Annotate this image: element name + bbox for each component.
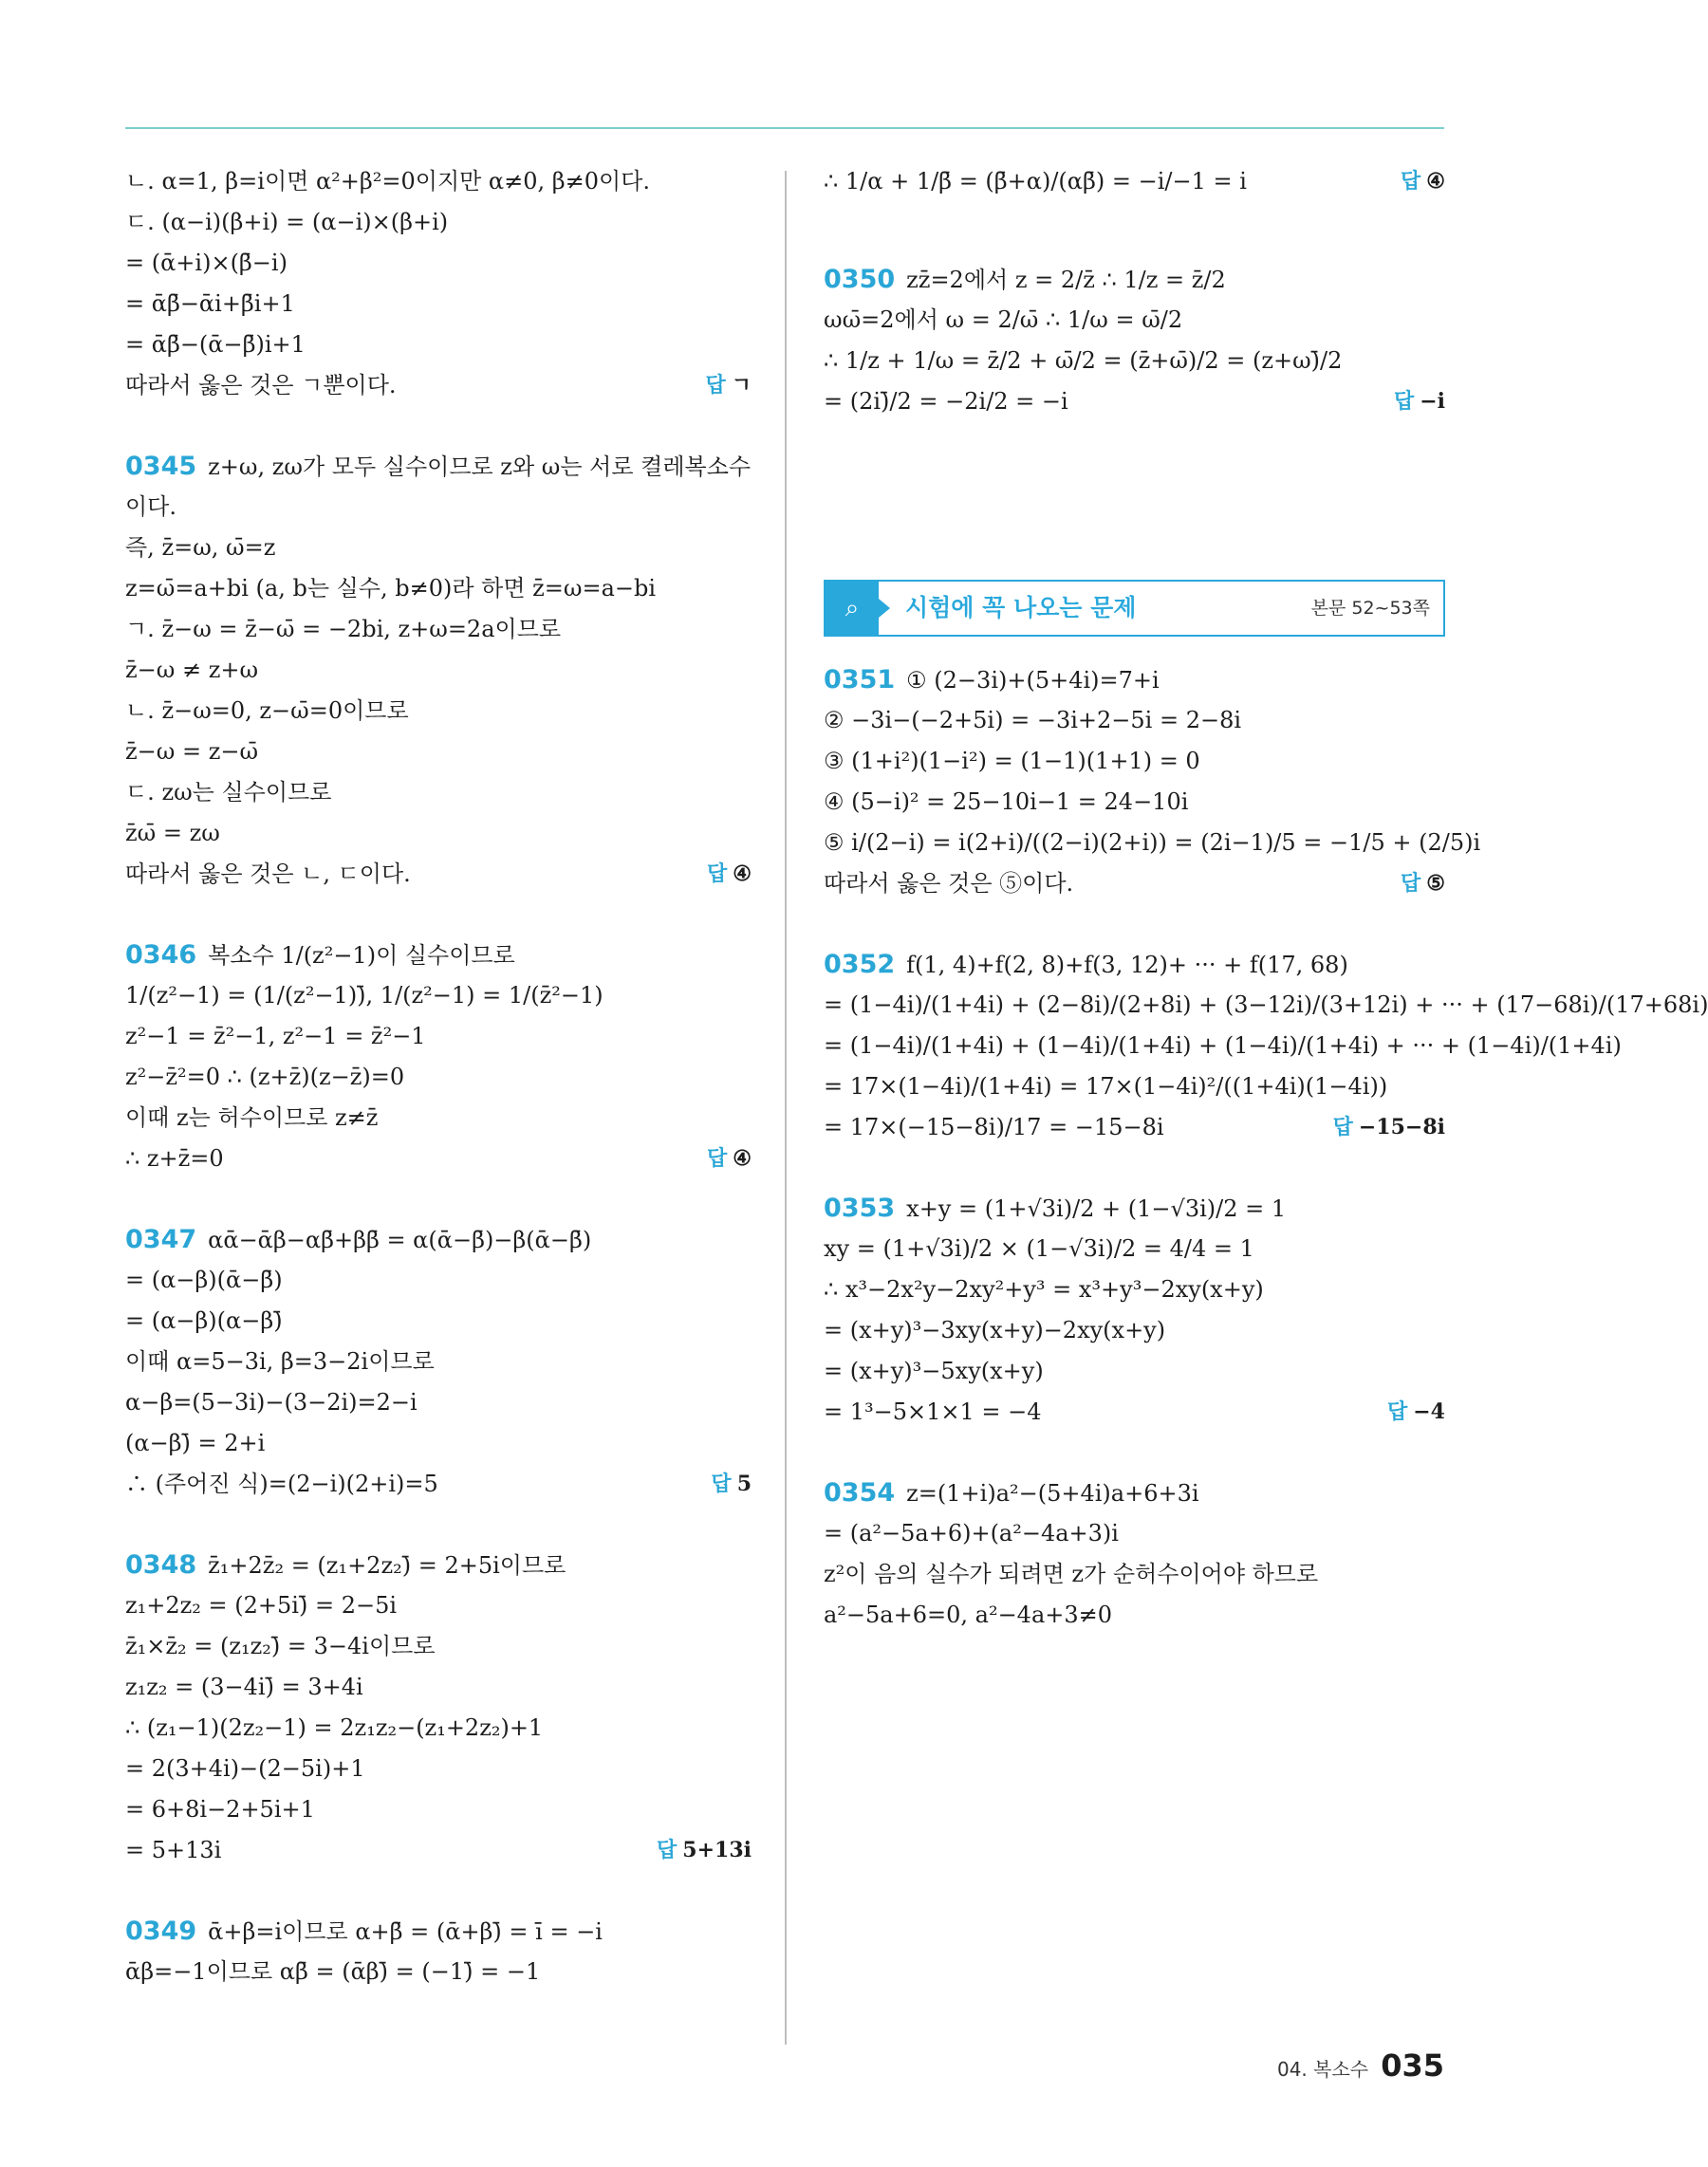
solution-line <box>125 975 752 1016</box>
answer <box>1401 161 1445 202</box>
answer-label: 답 <box>707 862 728 886</box>
spacer <box>824 904 1445 944</box>
answer-value: −i <box>1420 389 1445 414</box>
solution-line <box>824 1472 1445 1513</box>
solution-text: ωω̄=2에서 ω = 2/ω̄ ∴ 1/ω = ω̄/2 <box>824 306 1183 333</box>
solution-line <box>125 1545 752 1585</box>
solution-line <box>824 863 1445 904</box>
solution-text: = (x+y)³−3xy(x+y)−2xy(x+y) <box>824 1317 1166 1343</box>
solution-line <box>824 741 1445 782</box>
solution-line <box>125 1423 752 1464</box>
solution-line <box>125 1749 752 1789</box>
solution-line <box>125 1301 752 1342</box>
solution-text: = (1−4i)/(1+4i) + (2−8i)/(2+8i) + (3−12i)/(3+12i) + ··· + (17−68i)/(17+68i) <box>824 991 1708 1018</box>
section-title: 시험에 꼭 나오는 문제 <box>905 594 1137 621</box>
solution-text: a²−5a+6=0, a²−4a+3≠0 <box>824 1602 1113 1628</box>
section-page-ref: 본문 52~53쪽 <box>1310 598 1430 619</box>
spacer <box>125 895 752 935</box>
solution-line <box>824 1066 1445 1107</box>
solution-text: (α−β)̄ = 2+i <box>125 1430 266 1456</box>
solution-line <box>824 1554 1445 1595</box>
solution-line <box>125 487 752 528</box>
solution-text: = 17×(−15−8i)/17 = −15−8i <box>824 1114 1164 1140</box>
solution-text: z₁z₂ = (3−4i)̄ = 3+4i <box>125 1674 363 1700</box>
page-number: 035 <box>1381 2047 1444 2084</box>
solution-text: 즉, z̄=ω, ω̄=z <box>125 534 276 561</box>
solution-text: z=(1+i)a²−(5+4i)a+6+3i <box>906 1480 1199 1507</box>
solution-line <box>824 1269 1445 1310</box>
solution-text: z²−z̄²=0 ∴ (z+z̄)(z−z̄)=0 <box>125 1064 405 1090</box>
solution-line <box>125 1016 752 1057</box>
solution-text: ∴ (z₁−1)(2z₂−1) = 2z₁z₂−(z₁+2z₂)+1 <box>125 1714 544 1741</box>
answer <box>1333 1107 1445 1148</box>
solution-text: z₁+2z₂ = (2+5i)̄ = 2−5i <box>125 1592 398 1619</box>
solution-text: z+ω, zω가 모두 실수이므로 z와 ω는 서로 켤레복소수 <box>208 454 752 480</box>
solution-line <box>125 528 752 568</box>
solution-line <box>125 650 752 691</box>
answer-label: 답 <box>1386 1400 1408 1424</box>
left-column <box>125 161 752 1992</box>
right-column <box>824 161 1708 1636</box>
solution-line <box>824 300 1445 341</box>
solution-text: 1/(z²−1) = (1/(z²−1))̄, 1/(z²−1) = 1/(z̄²−1) <box>125 982 603 1009</box>
solution-line <box>824 1229 1445 1269</box>
solution-text: ② −3i−(−2+5i) = −3i+2−5i = 2−8i <box>824 707 1242 733</box>
solution-text: 따라서 옳은 것은 ㄴ, ㄷ이다. <box>125 861 411 887</box>
problem-number: 0346 <box>125 940 197 970</box>
solution-text: ∴ z+z̄=0 <box>125 1145 224 1172</box>
solution-text: = ᾱβ̄−(ᾱ−β̄)i+1 <box>125 331 306 358</box>
column-divider <box>785 171 787 2045</box>
solution-line <box>125 324 752 365</box>
solution-text: ③ (1+i²)(1−i²) = (1−1)(1+1) = 0 <box>824 748 1200 774</box>
answer <box>705 365 752 406</box>
solution-line <box>125 1911 752 1952</box>
solution-text: ᾱβ=−1이므로 αβ̄ = (ᾱβ)̄ = (−1)̄ = −1 <box>125 1958 541 1985</box>
spacer <box>824 1148 1445 1188</box>
solution-line <box>824 161 1445 202</box>
solution-text: = (x+y)³−5xy(x+y) <box>824 1358 1044 1384</box>
answer-label: 답 <box>1393 390 1415 414</box>
solution-text: ㄴ. α=1, β=i이면 α²+β²=0이지만 α≠0, β≠0이다. <box>125 168 651 194</box>
solution-line <box>824 1595 1445 1636</box>
solution-text: = ᾱβ̄−ᾱi+β̄i+1 <box>125 290 295 317</box>
solution-text: = (ᾱ+i)×(β̄−i) <box>125 250 288 276</box>
solution-text: = (2i)̄/2 = −2i/2 = −i <box>824 388 1068 415</box>
solution-text: ㄷ. zω는 실수이므로 <box>125 779 332 806</box>
answer-value: ⑤ <box>1426 871 1445 896</box>
solution-line <box>125 568 752 609</box>
solution-line <box>125 1139 752 1179</box>
problem-number: 0351 <box>824 665 896 695</box>
blank-space <box>824 422 1445 574</box>
problem-number: 0354 <box>824 1478 896 1508</box>
solution-text: x+y = (1+√3i)/2 + (1−√3i)/2 = 1 <box>906 1195 1287 1222</box>
solution-line <box>125 1057 752 1098</box>
solution-line <box>125 772 752 813</box>
solution-text: ① (2−3i)+(5+4i)=7+i <box>906 667 1160 694</box>
top-rule <box>125 127 1444 129</box>
solution-line <box>824 341 1445 381</box>
spacer <box>125 406 752 446</box>
solution-text: = 5+13i <box>125 1837 222 1863</box>
solution-line <box>824 985 1708 1026</box>
solution-text: 따라서 옳은 것은 ㄱ뿐이다. <box>125 372 397 398</box>
solution-text: ∴ 1/α + 1/β̄ = (β̄+α)/(αβ̄) = −i/−1 = i <box>824 168 1247 194</box>
solution-line <box>125 365 752 406</box>
solution-line <box>125 1260 752 1301</box>
solution-line <box>824 823 1481 863</box>
solution-text: ∴ x³−2x²y−2xy²+y³ = x³+y³−2xy(x+y) <box>824 1276 1264 1303</box>
book-icon: ⌕ <box>826 582 879 635</box>
solution-line <box>125 935 752 975</box>
answer-value: −4 <box>1413 1399 1445 1424</box>
solution-line <box>824 1351 1445 1392</box>
solution-text: z̄−ω ≠ z+ω <box>125 657 259 683</box>
answer-value: 5+13i <box>682 1838 752 1862</box>
solution-text: ㄱ. z̄−ω = z̄−ω̄ = −2bi, z+ω=2a이므로 <box>125 616 562 642</box>
solution-text: 이다. <box>125 493 176 520</box>
problem-number: 0349 <box>125 1917 197 1946</box>
answer <box>707 854 752 895</box>
solution-line <box>125 1464 752 1505</box>
solution-line <box>125 1382 752 1423</box>
solution-text: ㄴ. z̄−ω=0, z−ω̄=0이므로 <box>125 697 409 724</box>
page-footer <box>1277 2047 1444 2084</box>
answer-label: 답 <box>1401 170 1421 194</box>
right-bottom-solutions <box>824 659 1708 1636</box>
solution-text: = 17×(1−4i)/(1+4i) = 17×(1−4i)²/((1+4i)(1−4i)) <box>824 1073 1388 1100</box>
solution-text: ㄷ. (α−i)(β+i) = (α−i)×(β+i) <box>125 209 449 235</box>
solution-text: = 6+8i−2+5i+1 <box>125 1796 315 1823</box>
solution-text: = (α−β)(α−β)̄ <box>125 1307 283 1334</box>
solution-line <box>125 1667 752 1708</box>
solution-text: z̄₁+2z̄₂ = (z₁+2z₂)̄ = 2+5i이므로 <box>208 1552 566 1579</box>
answer <box>1401 863 1445 904</box>
solution-text: = (1−4i)/(1+4i) + (1−4i)/(1+4i) + (1−4i)/(1+4i) + ··· + (1−4i)/(1+4i) <box>824 1032 1622 1059</box>
problem-number: 0352 <box>824 950 896 979</box>
answer <box>711 1464 752 1505</box>
solution-line <box>824 259 1445 300</box>
spacer <box>125 1871 752 1911</box>
answer-label: 답 <box>711 1472 732 1496</box>
solution-line <box>125 1708 752 1749</box>
solution-line <box>125 243 752 284</box>
solution-text: z=ω̄=a+bi (a, b는 실수, b≠0)라 하면 z̄=ω=a−bi <box>125 575 657 602</box>
solution-line <box>824 700 1445 741</box>
solution-line <box>125 161 752 202</box>
solution-text: = (α−β)(ᾱ−β̄) <box>125 1267 283 1293</box>
solution-line <box>125 691 752 732</box>
answer-value: ④ <box>1426 169 1445 194</box>
solution-line <box>125 284 752 324</box>
answer <box>1387 1392 1445 1433</box>
solution-line <box>824 1392 1445 1433</box>
answer-label: 답 <box>705 374 726 398</box>
solution-line <box>824 782 1445 823</box>
solution-text: α−β=(5−3i)−(3−2i)=2−i <box>125 1389 418 1416</box>
answer <box>1394 381 1445 422</box>
spacer <box>125 1505 752 1545</box>
solution-text: z̄ω̄ = zω <box>125 820 220 846</box>
spacer <box>824 202 1445 259</box>
solution-text: zz̄=2에서 z = 2/z̄ ∴ 1/z = z̄/2 <box>906 267 1226 293</box>
solution-line <box>125 1585 752 1626</box>
solution-text: ᾱ+β=i이므로 α+β̄ = (ᾱ+β)̄ = ī = −i <box>208 1918 603 1945</box>
solution-line <box>125 609 752 650</box>
solution-line <box>125 1342 752 1382</box>
solution-text: 따라서 옳은 것은 ⑤이다. <box>824 870 1074 897</box>
answer-value: ㄱ <box>731 373 752 398</box>
answer <box>707 1139 752 1179</box>
problem-number: 0347 <box>125 1225 197 1254</box>
solution-line <box>824 381 1445 422</box>
solution-text: z²이 음의 실수가 되려면 z가 순허수이어야 하므로 <box>824 1561 1319 1587</box>
answer-value: ④ <box>733 861 752 886</box>
solution-line <box>125 813 752 854</box>
answer-value: 5 <box>736 1472 752 1496</box>
solution-text: xy = (1+√3i)/2 × (1−√3i)/2 = 4/4 = 1 <box>824 1235 1254 1262</box>
solution-text: = (a²−5a+6)+(a²−4a+3)i <box>824 1520 1119 1547</box>
answer-label: 답 <box>1401 872 1421 896</box>
answer-label: 답 <box>657 1839 678 1862</box>
chapter-label: 04. 복소수 <box>1276 2058 1369 2081</box>
solution-text: z̄−ω = z−ω̄ <box>125 738 259 765</box>
spacer <box>125 1179 752 1219</box>
solution-line <box>125 1952 752 1992</box>
answer-label: 답 <box>707 1147 728 1171</box>
solution-line <box>125 1098 752 1139</box>
solution-text: f(1, 4)+f(2, 8)+f(3, 12)+ ··· + f(17, 68) <box>906 952 1348 978</box>
spacer <box>824 1433 1445 1472</box>
answer-value: ④ <box>733 1146 752 1171</box>
solution-line <box>824 659 1445 700</box>
solution-line <box>824 944 1445 985</box>
solution-text: z̄₁×z̄₂ = (z₁z₂)̄ = 3−4i이므로 <box>125 1633 436 1659</box>
solution-line <box>125 1219 752 1260</box>
solution-text: = 2(3+4i)−(2−5i)+1 <box>125 1755 365 1782</box>
solution-text: = 1³−5×1×1 = −4 <box>824 1398 1042 1425</box>
problem-number: 0345 <box>125 452 197 481</box>
solution-line <box>824 1026 1622 1066</box>
solution-line <box>125 854 752 895</box>
solution-text: αᾱ−ᾱβ−αβ̄+ββ̄ = α(ᾱ−β̄)−β(ᾱ−β̄) <box>208 1227 592 1253</box>
solution-line <box>824 1310 1445 1351</box>
solution-line <box>824 1188 1445 1229</box>
solution-text: ∴ 1/z + 1/ω = z̄/2 + ω̄/2 = (z̄+ω̄)/2 = (z+ω)̄/2 <box>824 347 1343 374</box>
solution-text: 복소수 1/(z²−1)이 실수이므로 <box>208 942 515 969</box>
problem-number: 0350 <box>824 265 896 294</box>
answer <box>657 1830 752 1871</box>
answer-label: 답 <box>1332 1116 1353 1139</box>
solution-line <box>125 446 752 487</box>
solution-line <box>125 1789 752 1830</box>
solution-line <box>824 1513 1445 1554</box>
solution-text: ∴ (주어진 식)=(2−i)(2+i)=5 <box>125 1471 438 1497</box>
solution-text: z²−1 = z̄²−1, z²−1 = z̄²−1 <box>125 1023 426 1049</box>
solution-text: 이때 α=5−3i, β=3−2i이므로 <box>125 1348 435 1375</box>
answer-value: −15−8i <box>1358 1115 1445 1139</box>
right-top-solutions <box>824 161 1445 422</box>
solution-text: 이때 z는 허수이므로 z≠z̄ <box>125 1104 379 1131</box>
solution-text: ④ (5−i)² = 25−10i−1 = 24−10i <box>824 788 1189 815</box>
solution-line <box>125 1830 752 1871</box>
section-banner <box>824 580 1445 637</box>
solution-line <box>125 1626 752 1667</box>
problem-number: 0348 <box>125 1550 197 1580</box>
solution-line <box>125 202 752 243</box>
solution-line <box>125 732 752 772</box>
problem-number: 0353 <box>824 1194 896 1223</box>
solution-line <box>824 1107 1445 1148</box>
solution-text: ⑤ i/(2−i) = i(2+i)/((2−i)(2+i)) = (2i−1)/5 = −1/5 + (2/5)i <box>824 829 1481 856</box>
